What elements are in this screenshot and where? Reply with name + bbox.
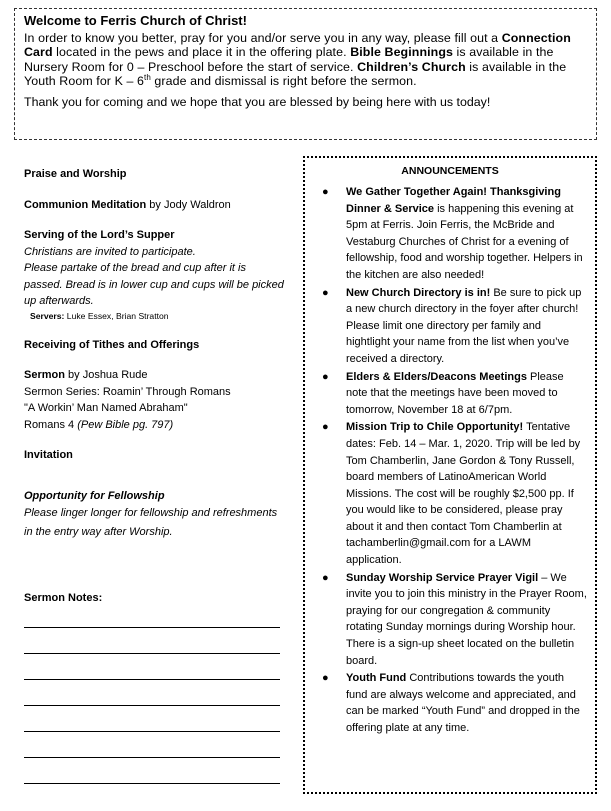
note-line [24, 627, 280, 628]
bible-beginnings-label: Bible Beginnings [350, 45, 453, 60]
lords-supper-invite: Christians are invited to participate. [24, 245, 196, 258]
sermon-speaker: by Joshua Rude [64, 369, 148, 381]
announcement-item [313, 184, 587, 284]
sermon-title: "A Workin’ Man Named Abraham" [24, 402, 188, 414]
superscript: th [144, 72, 151, 82]
announcement-body: – We invite you to join this ministry in the Prayer Room, praying for our congregation & community rotating Sunday mornings during Worship hour. There is a sign-up sheet located on the bulletin board. [346, 571, 587, 667]
sermon-notes-title: Sermon Notes: [24, 592, 103, 604]
welcome-paragraph [24, 31, 586, 88]
praise-heading: Praise and Worship [24, 168, 127, 180]
announcement-body: Tentative dates: Feb. 14 – Mar. 1, 2020. Trip will be led by Tom Chamberlin, Jane Gordon & Tony Russell, board members of LatinoAmerican World Missions. The cost will be roughly $2,500 pp. If you would like to be considered, please pray about it and then contact Tom Chamberlin at tachamberlin@gmail.com for a LAWM application. [346, 421, 581, 567]
welcome-text: In order to know you better, pray for you and/or serve you in any way, please fill out a [24, 31, 502, 45]
welcome-text: is available in the Nursery Room for 0 – Preschool before the start of service. [24, 45, 554, 74]
pew-bible-page: (Pew Bible pg. 797) [77, 418, 174, 431]
sermon-reference: Romans 4 [24, 418, 78, 431]
communion-speaker: by Jody Waldron [146, 198, 231, 211]
sermon-heading: Sermon [24, 369, 65, 381]
note-line [24, 705, 280, 706]
welcome-thanks: Thank you for coming and we hope that you are blessed by being here with us today! [24, 95, 491, 110]
announcement-item [313, 369, 587, 419]
welcome-title: Welcome to Ferris Church of Christ! [24, 13, 247, 28]
sermon-block [24, 367, 286, 433]
announcements-title: ANNOUNCEMENTS [401, 165, 499, 177]
tithes-heading: Receiving of Tithes and Offerings [24, 338, 200, 351]
invitation-heading: Invitation [24, 449, 73, 461]
welcome-text: located in the pews and place it in the offering plate. [52, 45, 351, 60]
bullet-icon: ● [322, 370, 329, 383]
bullet-icon: ● [322, 672, 329, 685]
sermon-series: Sermon Series: Roamin’ Through Romans [24, 385, 231, 398]
announcement-heading: New Church Directory is in! [346, 286, 491, 299]
lords-supper-instructions: Please partake of the bread and cup after it is passed. Bread is in lower cup and cups will be picked up afterwards. [24, 262, 284, 307]
note-line [24, 653, 280, 654]
welcome-box [14, 8, 597, 140]
announcement-heading: Sunday Worship Service Prayer Vigil [346, 571, 539, 584]
announcement-item [313, 285, 587, 368]
bullet-icon: ● [322, 421, 329, 434]
order-of-worship [24, 166, 286, 542]
bullet-icon: ● [322, 571, 329, 584]
welcome-text: is available in the Youth Room for K – 6 [24, 59, 567, 88]
announcement-heading: Youth Fund [346, 672, 407, 685]
announcements-list [313, 184, 587, 737]
announcement-item [313, 419, 587, 568]
note-line [24, 783, 280, 784]
announcement-item [313, 570, 587, 670]
note-line [24, 731, 280, 732]
announcement-heading: Mission Trip to Chile Opportunity! [346, 421, 524, 434]
announcements-box [303, 156, 597, 794]
lords-supper-heading: Serving of the Lord’s Supper [24, 229, 175, 241]
servers-label: Servers: [30, 310, 65, 321]
announcement-body: Be sure to pick up a new church directory in the foyer after church! Please limit one directory per family and hightlight your name from the list when you’ve received a directory. [346, 286, 582, 365]
fellowship-text: Please linger longer for fellowship and refreshments in the entry way after Worship. [24, 507, 278, 538]
announcement-heading: Elders & Elders/Deacons Meetings [346, 370, 527, 383]
bullet-icon: ● [322, 186, 329, 198]
childrens-church-label: Children’s Church [357, 59, 466, 74]
bullet-icon: ● [322, 286, 329, 299]
fellowship-block [24, 488, 286, 543]
servers-line [24, 310, 286, 323]
announcement-body: Please note that the meetings have been moved to tomorrow, November 18 at 6/7pm. [346, 370, 564, 416]
announcement-body: Contributions towards the youth fund are always welcome and appreciated, and can be marked “Youth Fund” and dropped in the offering plate at any time. [346, 672, 580, 734]
note-line [24, 679, 280, 680]
announcement-heading: We Gather Together Again! Thanksgiving Dinner & Service [346, 186, 561, 215]
communion-heading: Communion Meditation [24, 198, 147, 211]
communion-line [24, 197, 286, 214]
fellowship-heading: Opportunity for Fellowship [24, 489, 165, 502]
announcement-item [313, 670, 587, 736]
note-line [24, 757, 280, 758]
servers-names: Luke Essex, Brian Stratton [64, 310, 169, 321]
lords-supper-block [24, 227, 286, 323]
welcome-text: grade and dismissal is right before the sermon. [150, 73, 417, 88]
connection-card-label: Connection Card [24, 31, 571, 60]
announcement-body: is happening this evening at 5pm at Ferris. Join Ferris, the McBride and Vestaburg Churches of Christ for a evening of fellowship, food and worship together. Helpers in the kitchen are also needed! [346, 202, 583, 281]
